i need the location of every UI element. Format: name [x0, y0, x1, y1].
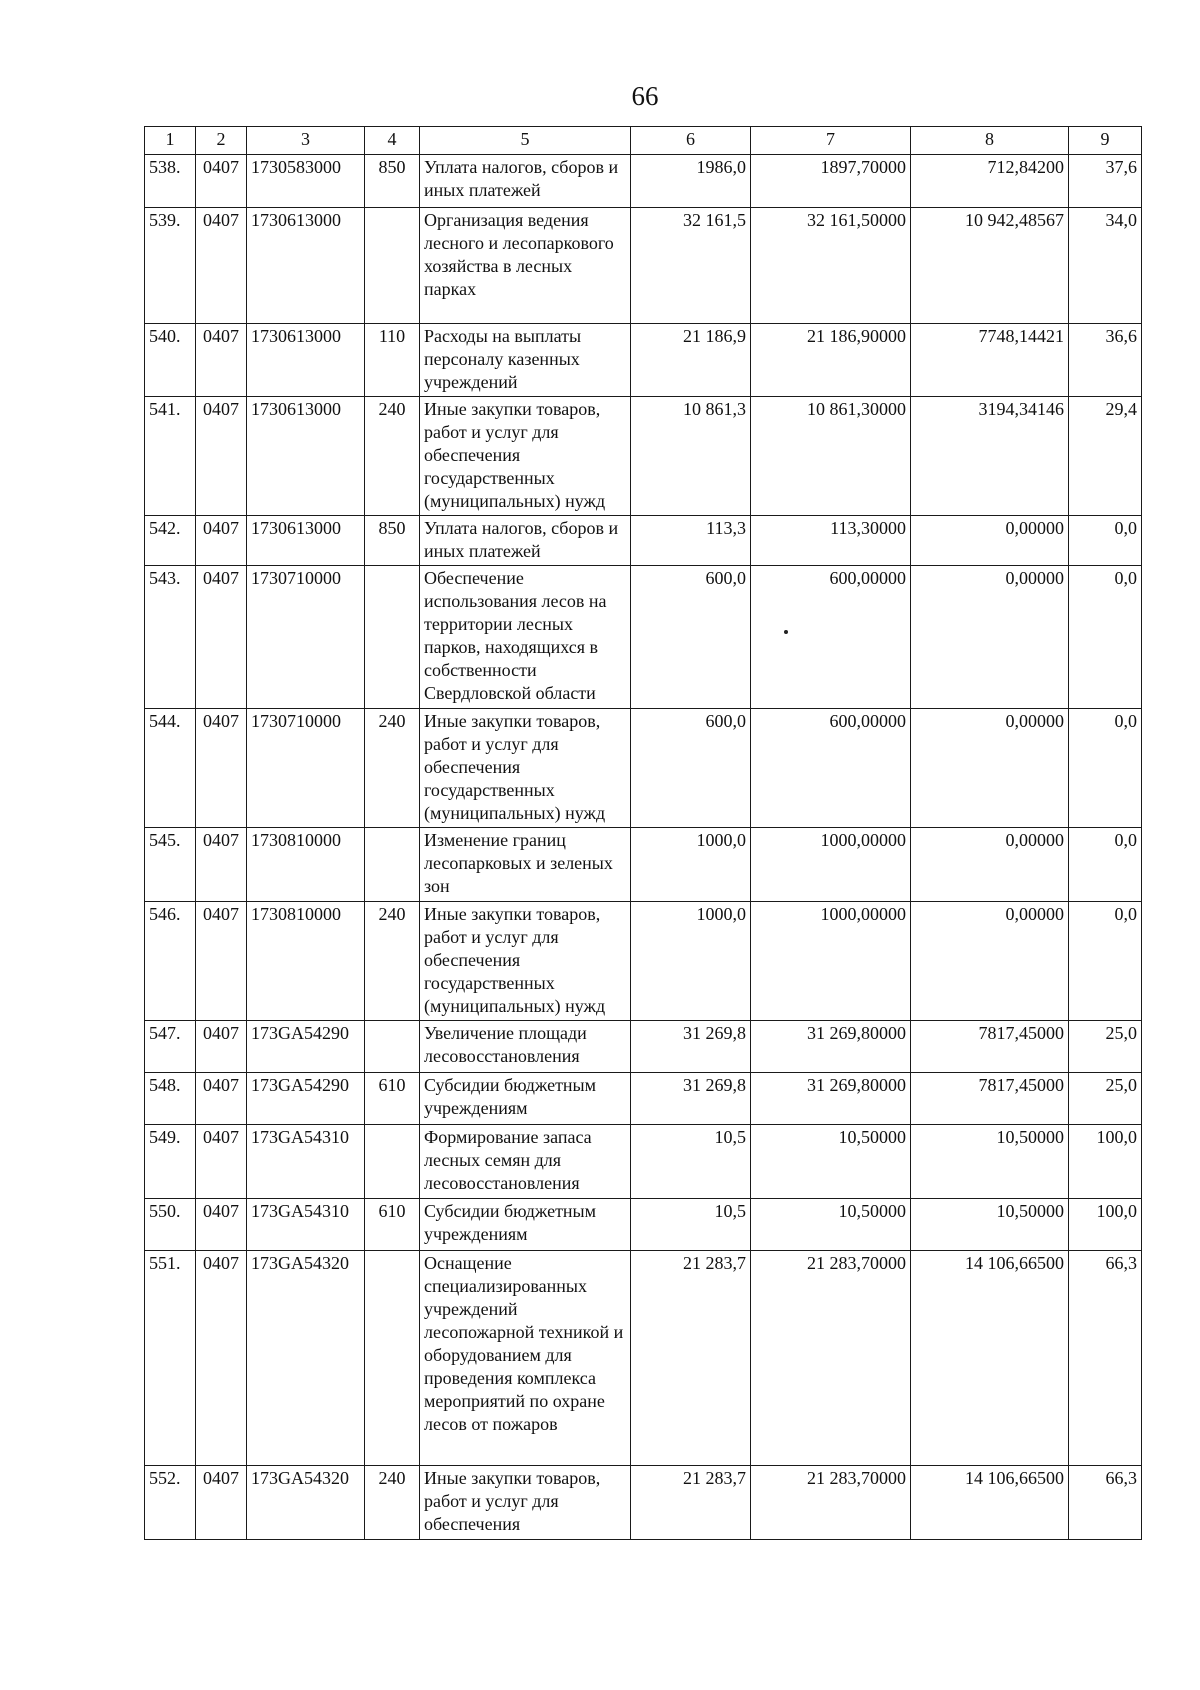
section-code: 0407 — [196, 1021, 247, 1073]
expense-type-code — [365, 1251, 420, 1466]
value-col-6: 600,0 — [631, 566, 751, 709]
percent-col-9: 0,0 — [1069, 516, 1142, 566]
value-col-8: 10 942,48567 — [911, 208, 1069, 324]
target-article-code: 1730810000 — [247, 902, 365, 1021]
expense-type-code — [365, 1021, 420, 1073]
value-col-8: 712,84200 — [911, 155, 1069, 208]
value-col-6: 1000,0 — [631, 828, 751, 902]
expense-type-code: 240 — [365, 397, 420, 516]
value-col-7: 31 269,80000 — [751, 1073, 911, 1125]
value-col-8: 10,50000 — [911, 1199, 1069, 1251]
value-col-6: 21 283,7 — [631, 1466, 751, 1540]
item-name: Увеличение площади лесовосстановления — [420, 1021, 631, 1073]
value-col-8: 3194,34146 — [911, 397, 1069, 516]
value-col-7: 1000,00000 — [751, 828, 911, 902]
target-article-code: 173GA54290 — [247, 1021, 365, 1073]
table-row — [145, 1125, 1142, 1199]
item-name: Уплата налогов, сборов и иных платежей — [420, 155, 631, 208]
value-col-7: 10,50000 — [751, 1125, 911, 1199]
section-code: 0407 — [196, 155, 247, 208]
value-col-8: 0,00000 — [911, 566, 1069, 709]
item-name: Иные закупки товаров, работ и услуг для обеспечения государственных (муниципальных) нужд — [420, 709, 631, 828]
column-header: 4 — [365, 127, 420, 155]
row-number: 551. — [145, 1251, 196, 1466]
table-row — [145, 566, 1142, 709]
percent-col-9: 37,6 — [1069, 155, 1142, 208]
section-code: 0407 — [196, 1251, 247, 1466]
value-col-7: 1000,00000 — [751, 902, 911, 1021]
header-row — [145, 127, 1142, 155]
value-col-8: 0,00000 — [911, 709, 1069, 828]
column-header: 7 — [751, 127, 911, 155]
item-name: Организация ведения лесного и лесопаркового хозяйства в лесных парках — [420, 208, 631, 324]
value-col-8: 7817,45000 — [911, 1073, 1069, 1125]
percent-col-9: 34,0 — [1069, 208, 1142, 324]
target-article-code: 1730613000 — [247, 516, 365, 566]
value-col-8: 0,00000 — [911, 516, 1069, 566]
percent-col-9: 66,3 — [1069, 1466, 1142, 1540]
value-col-6: 10 861,3 — [631, 397, 751, 516]
section-code: 0407 — [196, 1125, 247, 1199]
stray-dot-mark — [784, 630, 788, 634]
row-number: 542. — [145, 516, 196, 566]
column-header: 9 — [1069, 127, 1142, 155]
value-col-7: 32 161,50000 — [751, 208, 911, 324]
row-number: 541. — [145, 397, 196, 516]
table-row — [145, 1021, 1142, 1073]
value-col-7: 600,00000 — [751, 709, 911, 828]
value-col-8: 7748,14421 — [911, 324, 1069, 397]
row-number: 546. — [145, 902, 196, 1021]
percent-col-9: 29,4 — [1069, 397, 1142, 516]
table-row — [145, 902, 1142, 1021]
value-col-7: 21 283,70000 — [751, 1251, 911, 1466]
item-name: Иные закупки товаров, работ и услуг для обеспечения государственных (муниципальных) нужд — [420, 902, 631, 1021]
row-number: 544. — [145, 709, 196, 828]
table-body — [145, 155, 1142, 1540]
value-col-7: 21 186,90000 — [751, 324, 911, 397]
target-article-code: 1730710000 — [247, 566, 365, 709]
percent-col-9: 100,0 — [1069, 1125, 1142, 1199]
column-header: 3 — [247, 127, 365, 155]
item-name: Иные закупки товаров, работ и услуг для обеспечения — [420, 1466, 631, 1540]
value-col-6: 10,5 — [631, 1199, 751, 1251]
target-article-code: 173GA54320 — [247, 1251, 365, 1466]
value-col-8: 7817,45000 — [911, 1021, 1069, 1073]
row-number: 552. — [145, 1466, 196, 1540]
item-name: Изменение границ лесопарковых и зеленых зон — [420, 828, 631, 902]
row-number: 547. — [145, 1021, 196, 1073]
target-article-code: 1730613000 — [247, 397, 365, 516]
section-code: 0407 — [196, 397, 247, 516]
page-number: 66 — [631, 81, 659, 111]
column-header: 6 — [631, 127, 751, 155]
expense-type-code: 610 — [365, 1199, 420, 1251]
table-row — [145, 155, 1142, 208]
value-col-6: 32 161,5 — [631, 208, 751, 324]
table-row — [145, 709, 1142, 828]
item-name: Оснащение специализированных учреждений лесопожарной техникой и оборудованием для проведения комплекса мероприятий по охране лесов от пожаров — [420, 1251, 631, 1466]
value-col-8: 10,50000 — [911, 1125, 1069, 1199]
item-name: Уплата налогов, сборов и иных платежей — [420, 516, 631, 566]
value-col-8: 0,00000 — [911, 902, 1069, 1021]
table-row — [145, 1073, 1142, 1125]
row-number: 548. — [145, 1073, 196, 1125]
expense-type-code: 850 — [365, 516, 420, 566]
percent-col-9: 100,0 — [1069, 1199, 1142, 1251]
target-article-code: 1730613000 — [247, 324, 365, 397]
percent-col-9: 25,0 — [1069, 1021, 1142, 1073]
value-col-6: 1000,0 — [631, 902, 751, 1021]
expense-type-code: 110 — [365, 324, 420, 397]
value-col-6: 31 269,8 — [631, 1073, 751, 1125]
value-col-6: 10,5 — [631, 1125, 751, 1199]
item-name: Иные закупки товаров, работ и услуг для обеспечения государственных (муниципальных) нужд — [420, 397, 631, 516]
value-col-7: 10,50000 — [751, 1199, 911, 1251]
section-code: 0407 — [196, 828, 247, 902]
target-article-code: 173GA54290 — [247, 1073, 365, 1125]
value-col-7: 113,30000 — [751, 516, 911, 566]
value-col-6: 31 269,8 — [631, 1021, 751, 1073]
row-number: 543. — [145, 566, 196, 709]
percent-col-9: 25,0 — [1069, 1073, 1142, 1125]
percent-col-9: 0,0 — [1069, 828, 1142, 902]
target-article-code: 1730613000 — [247, 208, 365, 324]
percent-col-9: 0,0 — [1069, 902, 1142, 1021]
value-col-7: 10 861,30000 — [751, 397, 911, 516]
target-article-code: 173GA54320 — [247, 1466, 365, 1540]
value-col-8: 0,00000 — [911, 828, 1069, 902]
expense-type-code — [365, 208, 420, 324]
item-name: Субсидии бюджетным учреждениям — [420, 1199, 631, 1251]
value-col-8: 14 106,66500 — [911, 1466, 1069, 1540]
target-article-code: 1730710000 — [247, 709, 365, 828]
target-article-code: 173GA54310 — [247, 1125, 365, 1199]
section-code: 0407 — [196, 208, 247, 324]
value-col-7: 600,00000 — [751, 566, 911, 709]
row-number: 545. — [145, 828, 196, 902]
row-number: 540. — [145, 324, 196, 397]
target-article-code: 1730810000 — [247, 828, 365, 902]
table-row — [145, 516, 1142, 566]
section-code: 0407 — [196, 324, 247, 397]
item-name: Формирование запаса лесных семян для лесовосстановления — [420, 1125, 631, 1199]
value-col-7: 21 283,70000 — [751, 1466, 911, 1540]
section-code: 0407 — [196, 709, 247, 828]
value-col-7: 31 269,80000 — [751, 1021, 911, 1073]
row-number: 538. — [145, 155, 196, 208]
column-header: 2 — [196, 127, 247, 155]
expense-type-code: 240 — [365, 902, 420, 1021]
table-row — [145, 397, 1142, 516]
table-row — [145, 1251, 1142, 1466]
target-article-code: 1730583000 — [247, 155, 365, 208]
expense-type-code: 610 — [365, 1073, 420, 1125]
value-col-6: 113,3 — [631, 516, 751, 566]
percent-col-9: 66,3 — [1069, 1251, 1142, 1466]
section-code: 0407 — [196, 1199, 247, 1251]
section-code: 0407 — [196, 902, 247, 1021]
table-row — [145, 828, 1142, 902]
percent-col-9: 0,0 — [1069, 709, 1142, 828]
expense-type-code — [365, 1125, 420, 1199]
expense-type-code: 240 — [365, 1466, 420, 1540]
column-header: 8 — [911, 127, 1069, 155]
column-header: 5 — [420, 127, 631, 155]
section-code: 0407 — [196, 566, 247, 709]
table-row — [145, 324, 1142, 397]
value-col-6: 21 186,9 — [631, 324, 751, 397]
expense-type-code — [365, 828, 420, 902]
column-header: 1 — [145, 127, 196, 155]
value-col-7: 1897,70000 — [751, 155, 911, 208]
table-row — [145, 1199, 1142, 1251]
value-col-6: 1986,0 — [631, 155, 751, 208]
row-number: 549. — [145, 1125, 196, 1199]
expense-type-code — [365, 566, 420, 709]
percent-col-9: 36,6 — [1069, 324, 1142, 397]
item-name: Обеспечение использования лесов на территории лесных парков, находящихся в собственности Свердловской области — [420, 566, 631, 709]
expense-type-code: 240 — [365, 709, 420, 828]
section-code: 0407 — [196, 1073, 247, 1125]
item-name: Расходы на выплаты персоналу казенных учреждений — [420, 324, 631, 397]
value-col-6: 21 283,7 — [631, 1251, 751, 1466]
target-article-code: 173GA54310 — [247, 1199, 365, 1251]
item-name: Субсидии бюджетным учреждениям — [420, 1073, 631, 1125]
row-number: 550. — [145, 1199, 196, 1251]
expense-type-code: 850 — [365, 155, 420, 208]
table-row — [145, 208, 1142, 324]
percent-col-9: 0,0 — [1069, 566, 1142, 709]
budget-table — [144, 126, 1142, 1540]
row-number: 539. — [145, 208, 196, 324]
value-col-8: 14 106,66500 — [911, 1251, 1069, 1466]
section-code: 0407 — [196, 516, 247, 566]
value-col-6: 600,0 — [631, 709, 751, 828]
table-row — [145, 1466, 1142, 1540]
section-code: 0407 — [196, 1466, 247, 1540]
